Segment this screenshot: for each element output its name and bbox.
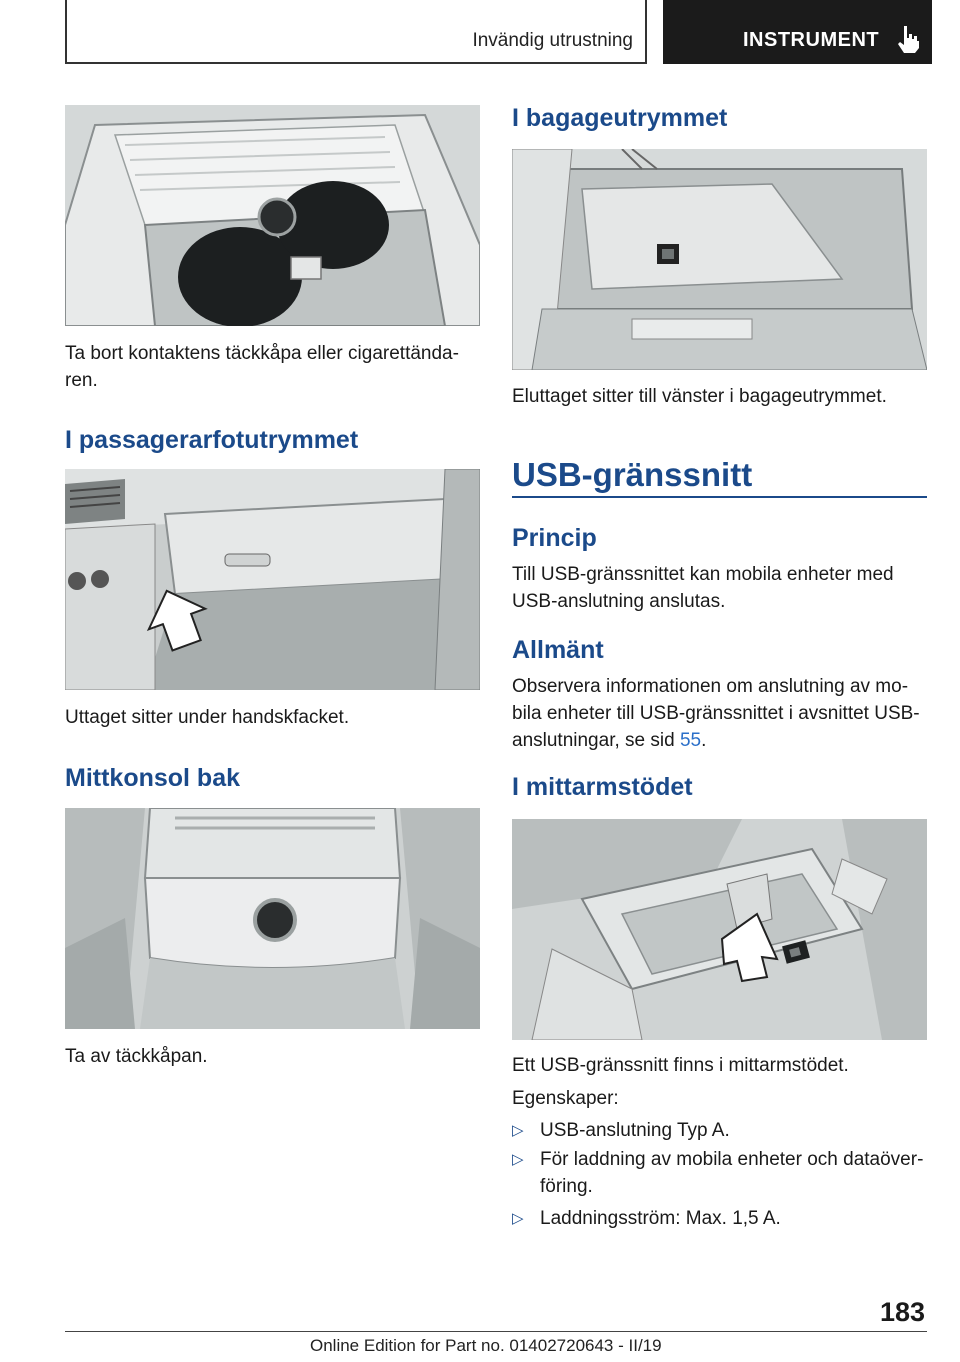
trunk-socket-image <box>512 149 927 370</box>
text-general <box>512 673 937 754</box>
text-general-end: . <box>701 730 707 751</box>
bullet-triangle-icon: ▷ <box>512 1151 524 1168</box>
armrest-usb-image <box>512 819 927 1040</box>
header-section-tab <box>65 0 647 64</box>
footer-edition: Online Edition for Part no. 01402720643 - II/19 <box>310 1336 662 1355</box>
heading-passenger-footwell: I passagerarfotutrymmet <box>65 426 359 454</box>
title-underline <box>512 496 927 498</box>
heading-general: Allmänt <box>512 636 604 664</box>
heading-trunk: I bagageutrymmet <box>512 104 728 132</box>
list-item-text: USB-anslutning Typ A. <box>540 1120 730 1141</box>
list-item <box>512 1117 932 1144</box>
header-chapter-title: INSTRUMENT <box>743 29 880 51</box>
text-principle: Till USB-gränssnittet kan mobila enheter med USB-anslutning anslutas. <box>512 564 894 612</box>
passenger-footwell-image <box>65 469 480 690</box>
bullet-triangle-icon: ▷ <box>512 1210 524 1227</box>
cup-holder-socket-image <box>65 105 480 326</box>
properties-label: Egenskaper: <box>512 1088 619 1109</box>
heading-armrest: I mittarmstödet <box>512 773 693 801</box>
caption-rear-console: Ta av täckkåpan. <box>65 1046 208 1067</box>
caption-armrest: Ett USB-gränssnitt finns i mittarmstödet. <box>512 1055 849 1076</box>
header-section-title: Invändig utrustning <box>472 30 633 51</box>
list-item <box>512 1205 932 1232</box>
list-item-text: Laddningsström: Max. 1,5 A. <box>540 1208 781 1229</box>
caption-trunk: Eluttaget sitter till vänster i bagageutrymmet. <box>512 386 887 407</box>
bullet-triangle-icon: ▷ <box>512 1122 524 1139</box>
text-general-body: Observera informationen om anslutning av mo- bila enheter till USB-gränssnittet i avsnittet USB- anslutningar, se sid <box>512 676 920 751</box>
page-number: 183 <box>880 1297 926 1327</box>
page-reference-link[interactable]: 55 <box>679 730 702 751</box>
title-usb-interface: USB-gränssnitt <box>512 456 753 493</box>
list-item <box>512 1146 932 1200</box>
heading-rear-console: Mittkonsol bak <box>65 764 241 792</box>
rear-console-image <box>65 808 480 1029</box>
caption-cup-holder: Ta bort kontaktens täckkåpa eller cigarettända- ren. <box>65 343 459 391</box>
caption-footwell: Uttaget sitter under handskfacket. <box>65 707 350 728</box>
footer-divider <box>65 1331 927 1332</box>
list-item-text: För laddning av mobila enheter och dataöver- föring. <box>540 1149 924 1197</box>
pointing-hand-icon <box>895 24 921 54</box>
heading-principle: Princip <box>512 524 597 552</box>
header-chapter-tab <box>663 0 932 64</box>
